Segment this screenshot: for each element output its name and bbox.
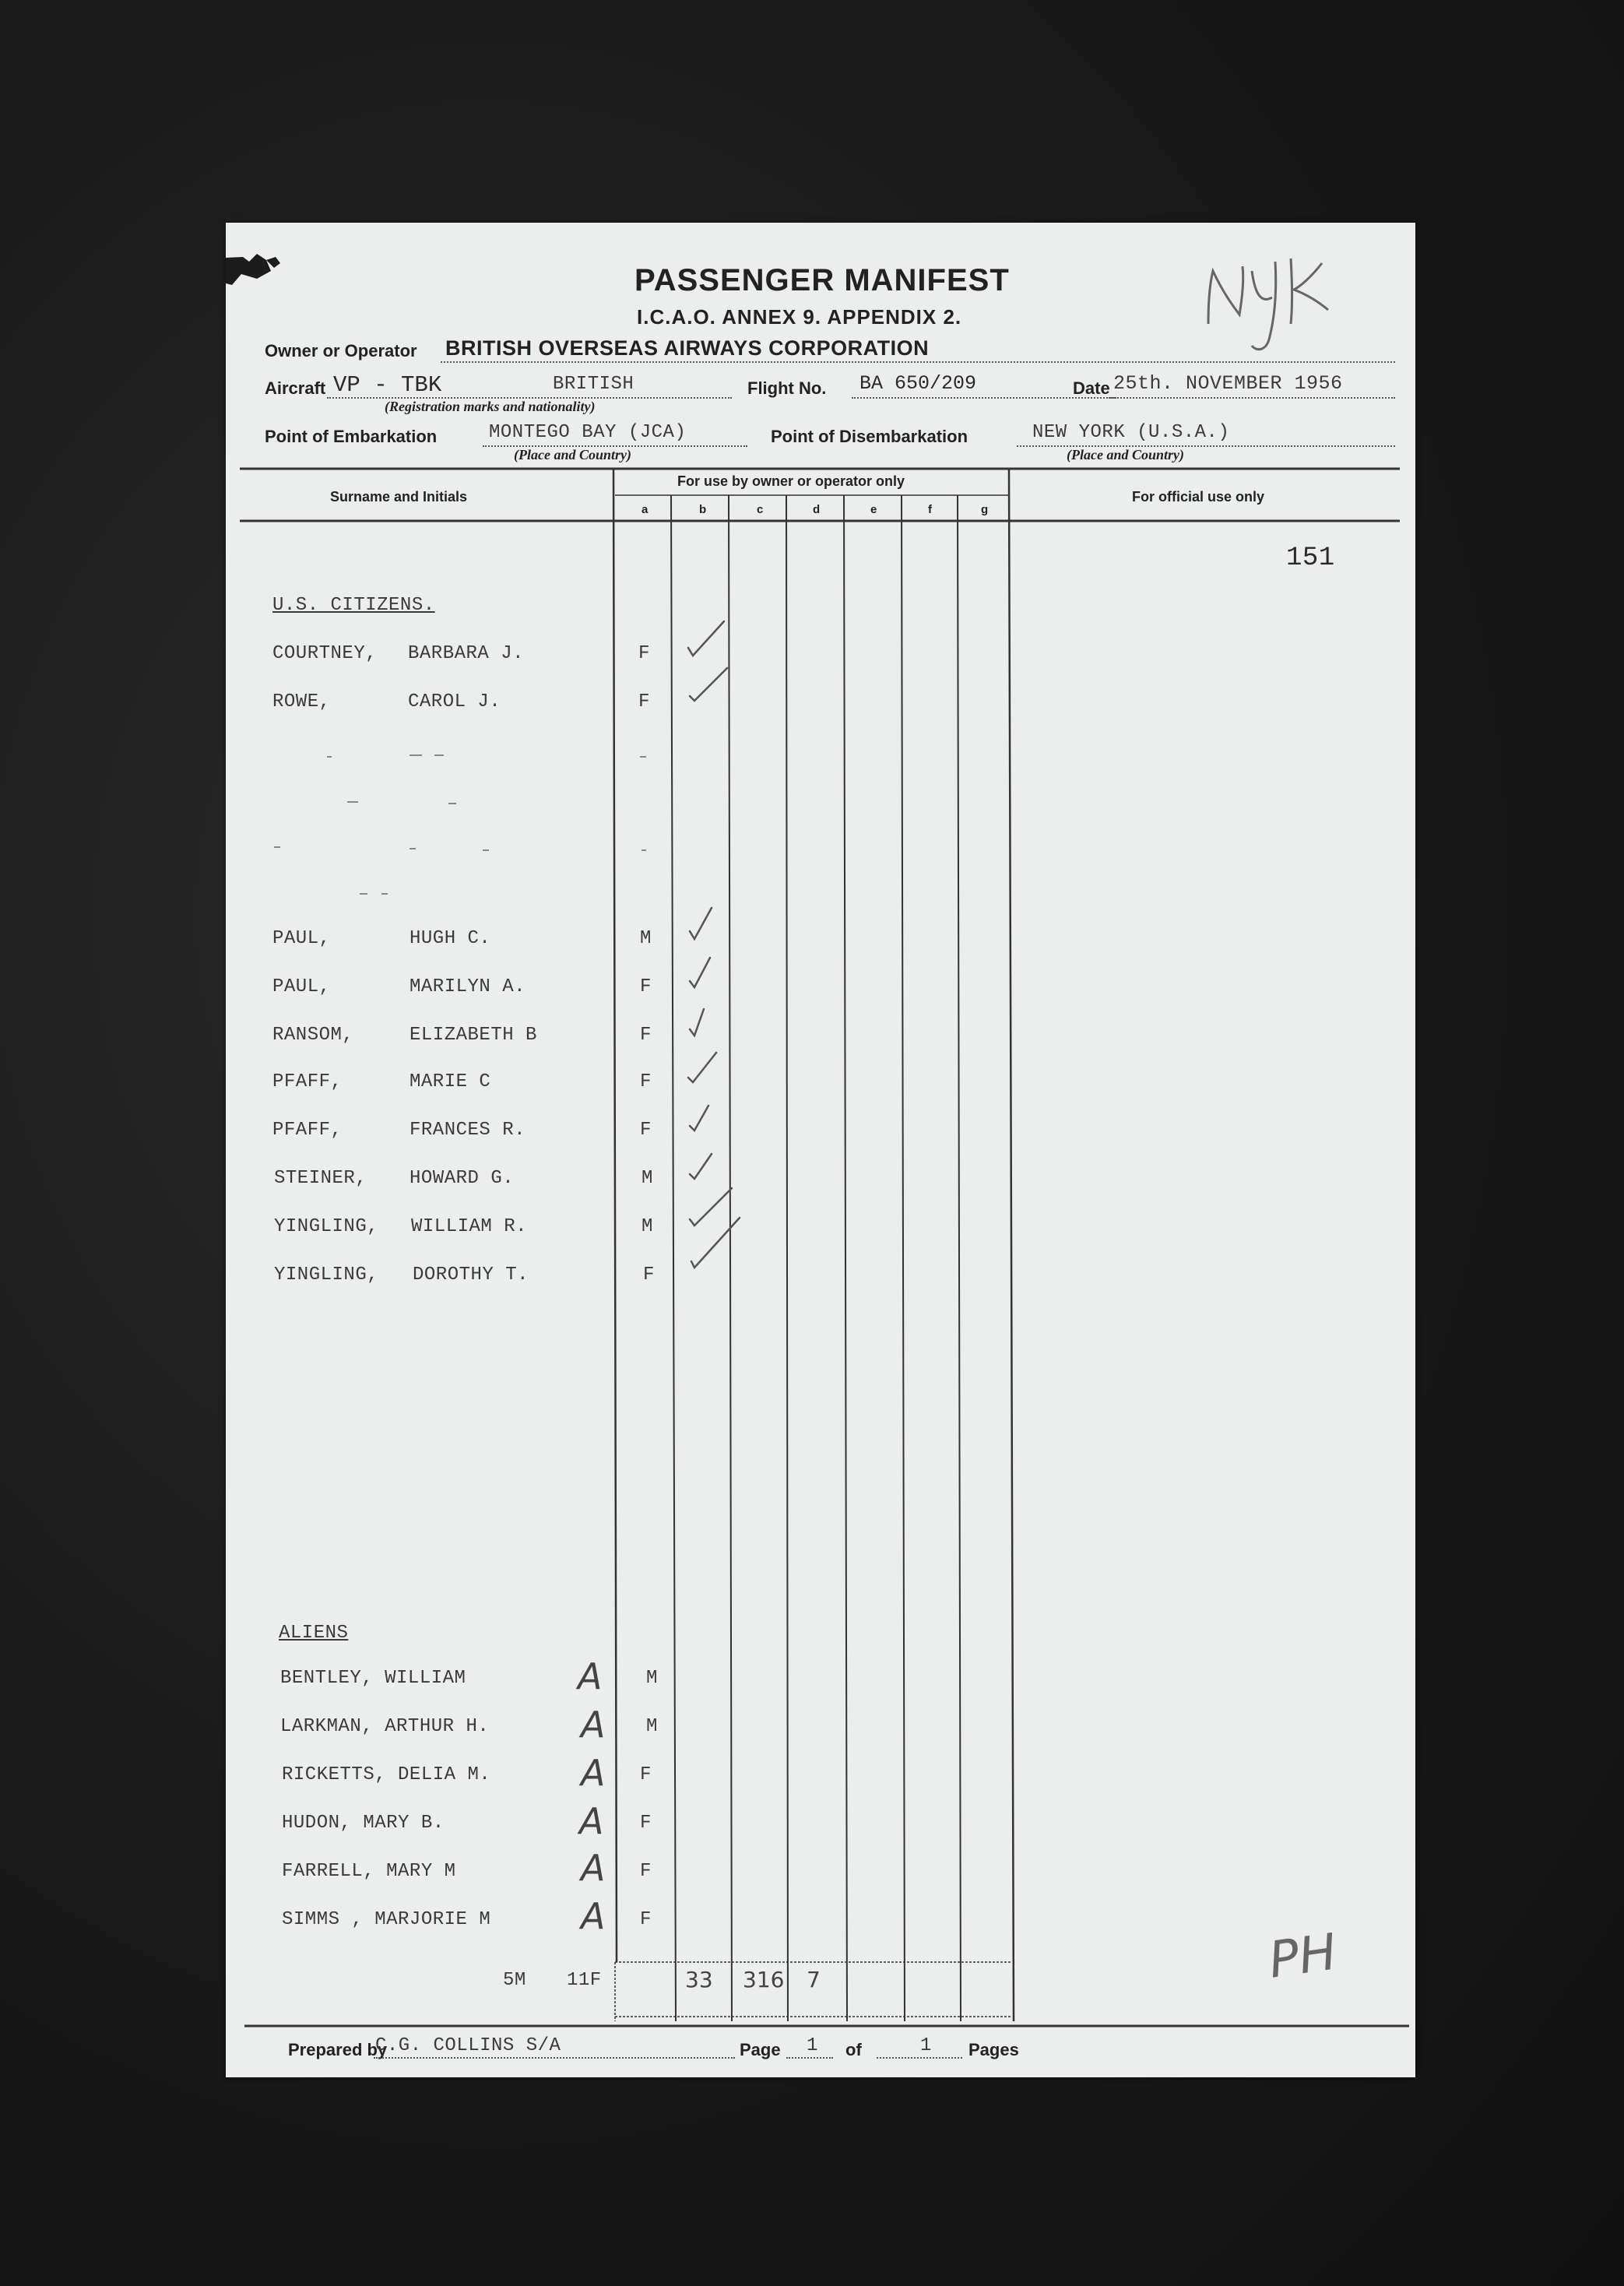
alien-name: FARRELL, MARY M <box>282 1861 456 1882</box>
passenger-sex: M <box>640 928 652 949</box>
alien-mark: A <box>581 1847 606 1889</box>
alien-mark: A <box>581 1704 606 1746</box>
page-dotline <box>786 2057 833 2059</box>
aircraft-nationality: BRITISH <box>553 374 634 395</box>
alien-sex: M <box>646 1668 658 1689</box>
form-subtitle: I.C.A.O. ANNEX 9. APPENDIX 2. <box>637 305 962 329</box>
passenger-sex: F <box>640 1071 652 1092</box>
col-f-header: f <box>928 503 932 516</box>
page-value: 1 <box>807 2035 818 2056</box>
form-title: PASSENGER MANIFEST <box>634 263 1010 297</box>
passenger-given: CAROL J. <box>408 691 501 712</box>
col-b-header: b <box>699 503 707 516</box>
total-male: 5M <box>503 1970 526 1991</box>
passenger-surname: YINGLING, <box>274 1264 379 1285</box>
passenger-sex: F <box>640 1120 652 1141</box>
alien-sex: M <box>646 1716 658 1737</box>
check-icon <box>690 1154 712 1179</box>
passenger-given: DOROTHY T. <box>413 1264 529 1285</box>
alien-sex: F <box>640 1764 652 1785</box>
disembark-value: NEW YORK (U.S.A.) <box>1032 422 1230 443</box>
owner-label: Owner or Operator <box>265 341 417 360</box>
passenger-given: MARIE C <box>410 1071 491 1092</box>
pages-label: Pages <box>968 2040 1019 2059</box>
col-g-header: g <box>981 503 989 516</box>
col-d-header: d <box>813 503 821 516</box>
passenger-surname: STEINER, <box>274 1168 367 1189</box>
embark-note: (Place and Country) <box>514 447 631 462</box>
check-icon <box>690 668 727 701</box>
passenger-sex: M <box>642 1216 653 1237</box>
page-label: Page <box>740 2040 781 2059</box>
handwritten-initials: PH <box>1265 1923 1341 1990</box>
passenger-given: HUGH C. <box>410 928 491 949</box>
check-icon <box>690 1009 704 1036</box>
passenger-given: FRANCES R. <box>410 1120 526 1141</box>
passenger-sex: F <box>638 643 650 664</box>
date-label: Date <box>1073 378 1110 398</box>
alien-name: SIMMS , MARJORIE M <box>282 1909 491 1930</box>
check-icon <box>690 908 712 939</box>
check-icon <box>691 1218 740 1268</box>
flight-label: Flight No. <box>747 378 827 398</box>
passenger-surname: PFAFF, <box>272 1120 343 1141</box>
passenger-surname: COURTNEY, <box>272 643 378 664</box>
total-col-b: 33 <box>685 1967 713 1992</box>
alien-sex: F <box>640 1909 652 1930</box>
col-c-header: c <box>757 503 764 516</box>
check-icon <box>688 1053 716 1082</box>
disembark-label: Point of Disembarkation <box>771 427 968 446</box>
passenger-given: BARBARA J. <box>408 643 525 664</box>
prepared-label: Prepared by <box>288 2040 388 2059</box>
check-icon <box>690 1106 708 1131</box>
alien-name: LARKMAN, ARTHUR H. <box>280 1716 490 1737</box>
passenger-surname: RANSOM, <box>272 1025 354 1046</box>
of-label: of <box>845 2040 862 2059</box>
alien-sex: F <box>640 1813 652 1834</box>
embark-value: MONTEGO BAY (JCA) <box>489 422 687 443</box>
section-us-citizens: U.S. CITIZENS. <box>272 595 435 616</box>
date-value: 25th. NOVEMBER 1956 <box>1113 372 1343 395</box>
passenger-sex: M <box>642 1168 653 1189</box>
passenger-sex: F <box>640 1025 652 1046</box>
alien-name: RICKETTS, DELIA M. <box>282 1764 491 1785</box>
aircraft-label: Aircraft <box>265 378 326 398</box>
official-header: For official use only <box>1132 489 1265 505</box>
passenger-sex: F <box>643 1264 655 1285</box>
alien-mark: A <box>579 1800 604 1842</box>
official-number: 151 <box>1286 543 1335 573</box>
aircraft-value: VP - TBK <box>333 372 442 398</box>
passenger-given: HOWARD G. <box>410 1168 515 1189</box>
check-icon <box>688 621 724 656</box>
owner-value: BRITISH OVERSEAS AIRWAYS CORPORATION <box>445 336 930 360</box>
passenger-surname: ROWE, <box>272 691 331 712</box>
alien-mark: A <box>581 1895 606 1937</box>
section-aliens: ALIENS <box>279 1623 349 1644</box>
alien-sex: F <box>640 1861 652 1882</box>
passenger-sex: F <box>640 976 652 997</box>
passenger-sex: F <box>638 691 650 712</box>
col-e-header: e <box>870 503 877 516</box>
of-dotline <box>877 2057 962 2059</box>
manifest-sheet <box>226 223 1415 2077</box>
flight-value: BA 650/209 <box>859 372 977 395</box>
check-marks <box>226 223 1415 2077</box>
operator-header: For use by owner or operator only <box>677 473 905 489</box>
alien-name: HUDON, MARY B. <box>282 1813 445 1834</box>
total-col-d: 7 <box>807 1967 821 1992</box>
passenger-surname: PAUL, <box>272 976 331 997</box>
col-a-header: a <box>642 503 649 516</box>
passenger-surname: PFAFF, <box>272 1071 343 1092</box>
check-icon <box>690 1188 732 1226</box>
col-name-header: Surname and Initials <box>330 489 468 505</box>
prepared-dotline <box>374 2057 735 2059</box>
passenger-surname: YINGLING, <box>274 1216 379 1237</box>
passenger-given: WILLIAM R. <box>411 1216 528 1237</box>
embark-label: Point of Embarkation <box>265 427 438 446</box>
alien-mark: A <box>581 1752 606 1794</box>
disembark-note: (Place and Country) <box>1067 447 1184 462</box>
passenger-given: MARILYN A. <box>410 976 526 997</box>
registration-note: (Registration marks and nationality) <box>385 399 596 414</box>
total-female: 11F <box>567 1970 602 1991</box>
of-value: 1 <box>920 2035 932 2056</box>
passenger-surname: PAUL, <box>272 928 331 949</box>
check-icon <box>690 958 710 987</box>
prepared-value: C.G. COLLINS S/A <box>375 2035 561 2056</box>
passenger-given: ELIZABETH B <box>410 1025 537 1046</box>
alien-name: BENTLEY, WILLIAM <box>280 1668 466 1689</box>
total-col-c: 316 <box>743 1967 785 1992</box>
alien-mark: A <box>578 1655 603 1697</box>
